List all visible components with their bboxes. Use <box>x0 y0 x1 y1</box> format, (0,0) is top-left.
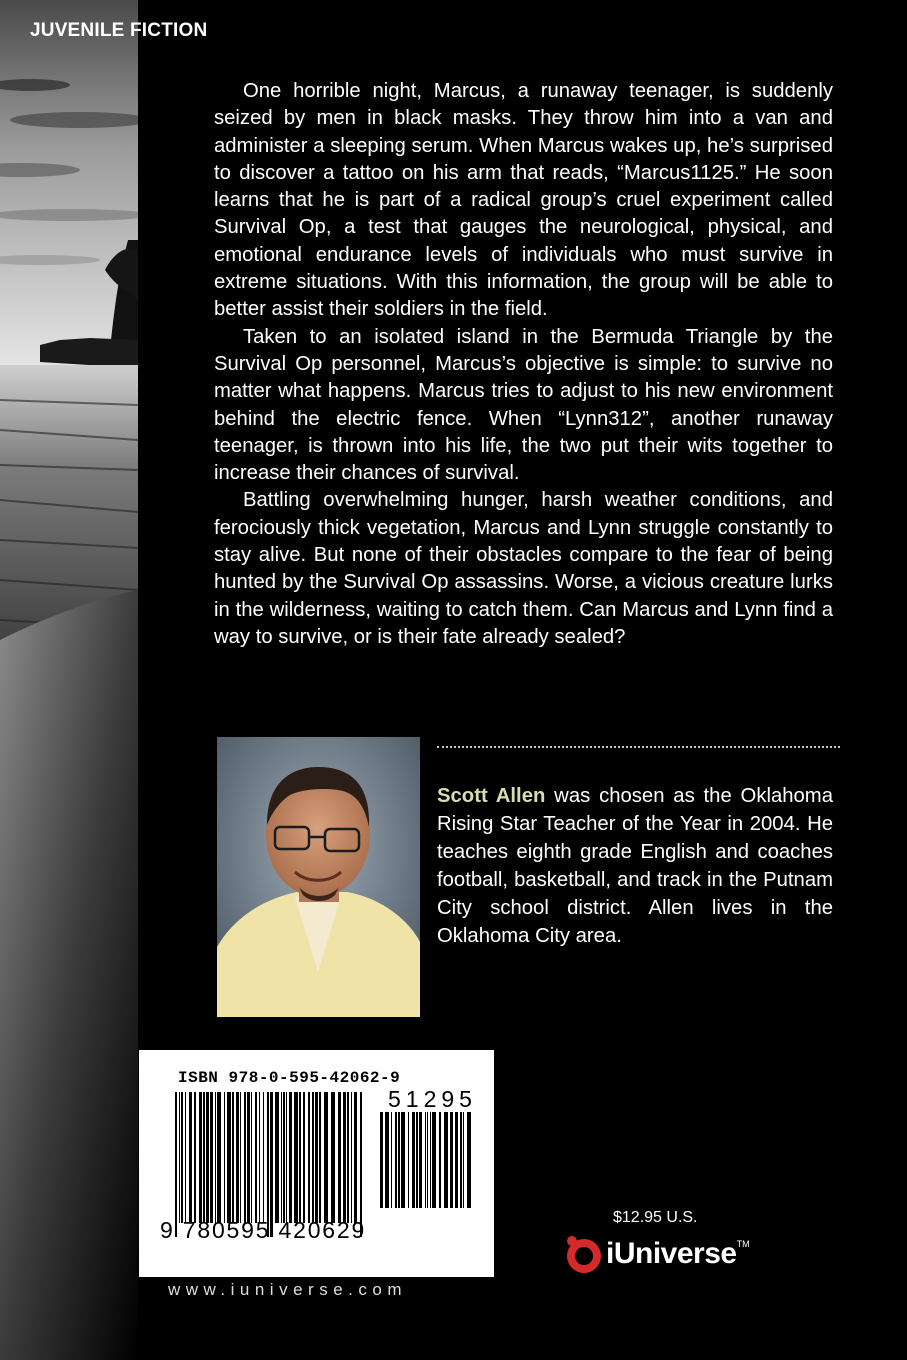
ean-barcode <box>175 1092 365 1237</box>
barcode-bar <box>263 1092 264 1223</box>
barcode-bar <box>199 1092 202 1223</box>
author-name: Scott Allen <box>437 785 546 807</box>
blurb-paragraph: One horrible night, Marcus, a runaway teenager, is suddenly seized by men in black masks. They throw him into a van and administer a sleeping serum. When Marcus wakes up, he’s surprised to discover a tattoo on his arm that reads, “Marcus1125.” He soon learns that he is part of a radical group’s cruel experiment called Survival Op, a test that gauges the neurological, physical, and emotional endurance levels of individuals who must survive in extreme situations. With this information, the group will be able to better assist their soldiers in the field. <box>214 80 833 321</box>
barcode-bar <box>398 1112 400 1208</box>
barcode-bar <box>275 1092 279 1223</box>
barcode-bar <box>289 1092 292 1223</box>
barcode-bar <box>244 1092 246 1223</box>
barcode-bar <box>189 1092 192 1223</box>
publisher-name: iUniverse <box>606 1237 737 1270</box>
barcode-bar <box>286 1092 287 1223</box>
barcode-bar <box>224 1092 225 1223</box>
barcode-bar <box>194 1092 196 1223</box>
dotted-divider <box>437 746 840 748</box>
barcode-bar <box>240 1092 241 1223</box>
book-blurb <box>214 78 833 651</box>
barcode-bar <box>247 1092 250 1223</box>
barcode-bar <box>425 1112 426 1208</box>
barcode-bar <box>343 1092 346 1223</box>
barcode-bar <box>439 1112 441 1208</box>
barcode-bar <box>395 1112 397 1208</box>
barcode-bar <box>259 1092 260 1223</box>
barcode-bar <box>331 1092 335 1223</box>
publisher-website: www.iuniverse.com <box>168 1280 407 1299</box>
author-bio <box>437 782 833 950</box>
barcode-bar <box>419 1112 422 1208</box>
barcode-bar <box>467 1112 471 1208</box>
barcode-bar <box>380 1112 383 1208</box>
barcode-bar <box>185 1092 186 1223</box>
barcode-bar <box>210 1092 213 1223</box>
barcode-bar <box>294 1092 298 1223</box>
barcode-bar <box>312 1092 314 1223</box>
barcode-bar <box>270 1092 273 1237</box>
barcode-bar <box>427 1112 428 1208</box>
barcode-bar <box>303 1092 305 1223</box>
barcode-bar <box>338 1092 341 1223</box>
barcode-bar <box>460 1112 462 1208</box>
trademark-symbol: TM <box>736 1239 750 1249</box>
barcode-bar <box>175 1092 177 1237</box>
barcode-bar <box>463 1112 464 1208</box>
barcode-bar <box>255 1092 257 1223</box>
barcode-bar <box>416 1112 418 1208</box>
barcode-bar <box>232 1092 234 1223</box>
blurb-paragraph: Battling overwhelming hunger, harsh weather conditions, and ferociously thick vegetation, Marcus and Lynn struggle constantly to stay alive. But none of their obstacles compare to the fear of being hunted by the Survival Op assassins. Worse, a vicious creature lurks in the wilderness, waiting to catch them. Can Marcus and Lynn find a way to survive, or is their fate already sealed? <box>214 489 833 648</box>
barcode-bar <box>347 1092 349 1223</box>
barcode-bar <box>408 1112 409 1208</box>
barcode-price-code: 51295 <box>388 1086 477 1112</box>
barcode-bar <box>215 1092 216 1223</box>
author-bio-text: was chosen as the Oklahoma Rising Star Teacher of the Year in 2004. He teaches eighth grade English and coaches football, basketball, and track in the Putnam City school district. Allen lives in the Oklahoma City area. <box>437 785 833 947</box>
barcode-bar <box>308 1092 310 1223</box>
barcode-bar <box>444 1112 448 1208</box>
blurb-paragraph: Taken to an isolated island in the Bermuda Triangle by the Survival Op personnel, Marcus’s objective is simple: to survive no matter what happens. Marcus tries to adjust to his new environment behind the electric fence. When “Lynn312”, another runaway teenager, is thrown into his life, the two put their wits together to increase their chances of survival. <box>214 325 833 485</box>
barcode-bar <box>430 1112 431 1208</box>
barcode-bar <box>315 1092 318 1223</box>
barcode-bar <box>217 1092 221 1223</box>
barcode-bar <box>354 1092 357 1223</box>
barcode-bar <box>324 1092 328 1223</box>
barcode-bar <box>181 1092 183 1223</box>
barcode-bar <box>267 1092 269 1237</box>
addon-barcode <box>380 1112 472 1237</box>
retail-price: $12.95 U.S. <box>613 1209 698 1226</box>
barcode-bar <box>251 1092 252 1223</box>
barcode-bar <box>319 1092 321 1223</box>
sunset-beach-image <box>0 0 138 1360</box>
barcode-bar <box>203 1092 205 1223</box>
ean-digits: 9 780595 420629 <box>160 1217 367 1243</box>
author-photo <box>217 737 420 1017</box>
barcode-bar <box>432 1112 436 1208</box>
barcode-bar <box>385 1112 389 1208</box>
genre-label: JUVENILE FICTION <box>30 20 208 41</box>
barcode-bar <box>351 1092 352 1223</box>
barcode-bar <box>401 1112 405 1208</box>
isbn-number: ISBN 978-0-595-42062-9 <box>178 1069 401 1087</box>
barcode-bar <box>206 1092 209 1223</box>
barcode-bar <box>455 1112 458 1208</box>
barcode-bar <box>236 1092 239 1223</box>
barcode-bar <box>227 1092 231 1223</box>
barcode-bar <box>281 1092 282 1223</box>
publisher-logo <box>564 1234 750 1274</box>
barcode-bar <box>412 1112 415 1208</box>
barcode-bar <box>299 1092 301 1223</box>
barcode-bar <box>283 1092 285 1223</box>
barcode-bar <box>450 1112 453 1208</box>
barcode-bar <box>391 1112 392 1208</box>
iuniverse-logo-icon <box>564 1234 604 1274</box>
barcode-bar <box>360 1092 362 1237</box>
barcode-bar <box>179 1092 180 1223</box>
